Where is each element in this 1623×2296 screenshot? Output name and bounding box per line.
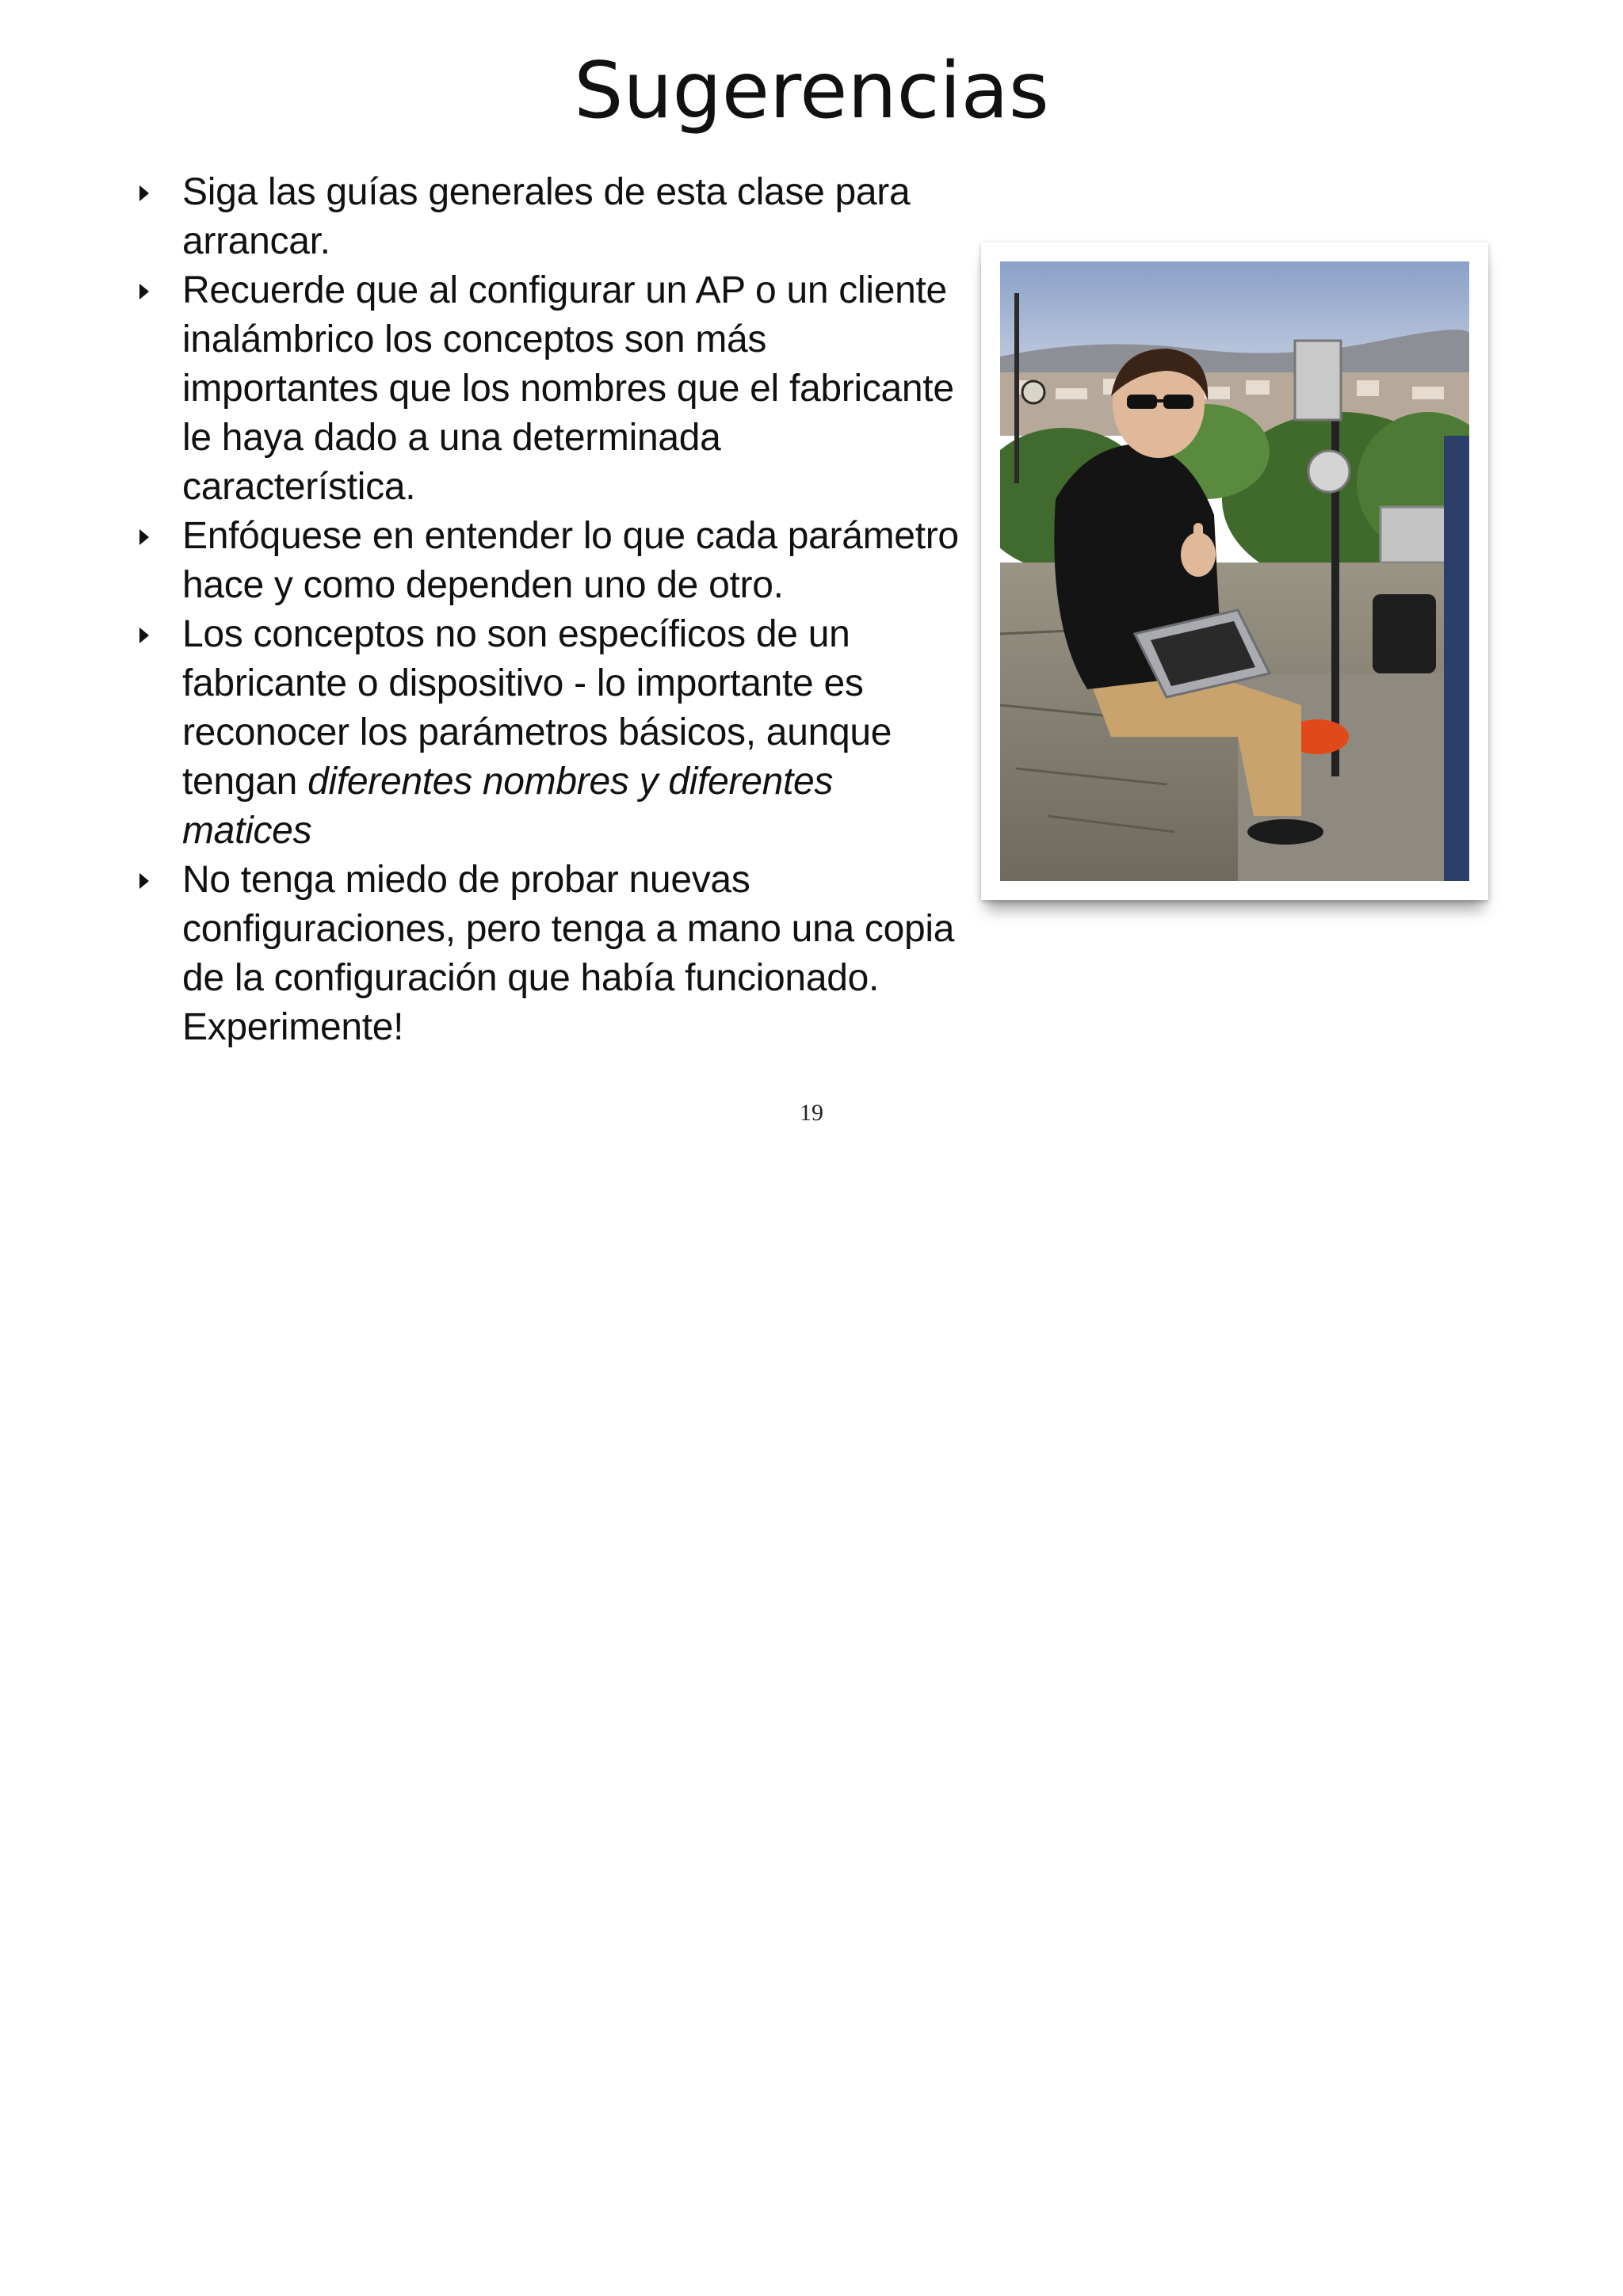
page-number: 19 (800, 1100, 823, 1126)
slide-title: Sugerencias (574, 46, 1049, 136)
photo-man-with-laptop-and-antenna (1000, 261, 1469, 881)
triangle-bullet-icon (139, 627, 149, 643)
triangle-bullet-icon (139, 185, 149, 201)
bullet-text-1: Siga las guías generales de esta clase para arrancar. (182, 171, 911, 262)
bullet-list (136, 168, 960, 1052)
bullet-text-5: No tenga miedo de probar nuevas configuraciones, pero tenga a mano una copia de la configuración que había funcionado. Experimente! (182, 859, 955, 1048)
triangle-bullet-icon (139, 284, 149, 299)
bullet-item-3 (136, 512, 960, 610)
triangle-bullet-icon (139, 873, 149, 889)
bullet-item-5 (136, 856, 960, 1052)
bullet-text-2: Recuerde que al configurar un AP o un cliente inalámbrico los conceptos son más importantes que los nombres que el fabricante le haya dado a una determinada característica. (182, 269, 954, 508)
bullet-item-2 (136, 266, 960, 512)
bullet-item-4 (136, 610, 960, 856)
bullet-text-4-italic: diferentes nombres y diferentes matices (182, 761, 834, 852)
bullet-item-1 (136, 168, 960, 266)
bullet-text-4: Los conceptos no son específicos de un fabricante o dispositivo - lo importante es reconocer los parámetros básicos, aunque tengan (182, 613, 892, 803)
photo-frame (981, 242, 1488, 900)
triangle-bullet-icon (139, 529, 149, 545)
bullet-text-3: Enfóquese en entender lo que cada parámetro hace y como dependen uno de otro. (182, 515, 959, 606)
